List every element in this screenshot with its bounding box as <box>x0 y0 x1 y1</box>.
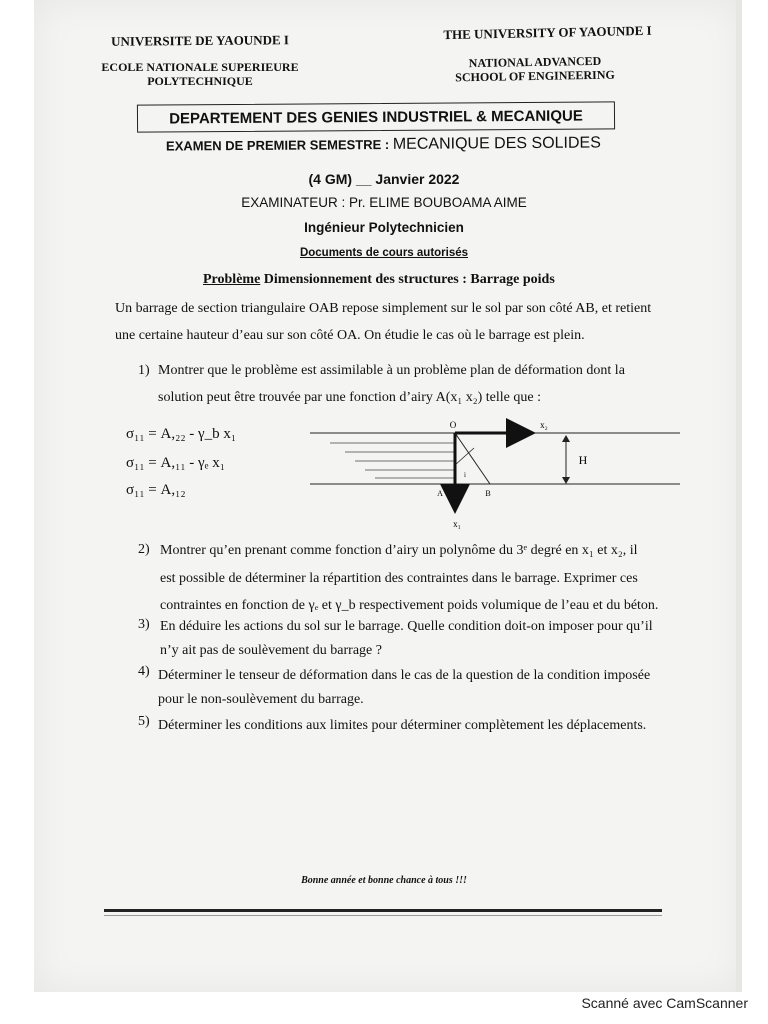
question-2-number: 2) <box>138 542 150 557</box>
question-3-line2: n’y ait pas de soulèvement du barrage ? <box>160 643 382 658</box>
question-2-line3: contraintes en fonction de γₑ et γ_b respectivement poids volumique de l’eau et du béton. <box>160 598 659 613</box>
university-name-en: THE UNIVERSITY OF YAOUNDE I <box>443 22 652 43</box>
camscanner-watermark: Scanné avec CamScanner <box>581 995 748 1011</box>
label-A: A <box>437 489 443 498</box>
question-1-number: 1) <box>138 363 150 378</box>
problem-intro-line2: une certaine hauteur d’eau sur son côté OA. On étudie le cas où le barrage est plein. <box>115 328 585 343</box>
question-5-line1: Déterminer les conditions aux limites pour déterminer complètement les déplacements. <box>158 718 647 733</box>
equation-1: σ₁₁ = A,₂₂ - γ_b x₁ <box>126 426 237 442</box>
question-2-line2: est possible de déterminer la répartition des contraintes dans le barrage. Exprimer ces <box>160 571 638 586</box>
problem-intro-line1: Un barrage de section triangulaire OAB repose simplement sur le sol par son côté AB, et retient <box>115 301 652 316</box>
school-name-fr-line1: ECOLE NATIONALE SUPERIEURE <box>101 60 299 74</box>
question-5-number: 5) <box>138 714 150 729</box>
exam-subject: MECANIQUE DES SOLIDES <box>392 134 601 153</box>
label-i: i <box>464 471 466 479</box>
question-4-line1: Déterminer le tenseur de déformation dans le cas de la question de la condition imposée <box>158 668 651 683</box>
examiner-title: Ingénieur Polytechnicien <box>304 220 464 235</box>
school-name-en-line2: SCHOOL OF ENGINEERING <box>455 67 615 85</box>
problem-title: Dimensionnement des structures : Barrage poids <box>260 272 555 287</box>
school-name-en-line1: NATIONAL ADVANCED <box>468 53 602 71</box>
footer-wish: Bonne année et bonne chance à tous !!! <box>301 875 467 886</box>
equation-3: σ₁₁ = A,₁₂ <box>126 482 186 498</box>
label-x2: x₂ <box>540 420 548 430</box>
exam-prefix: EXAMEN DE PREMIER SEMESTRE : <box>165 136 393 154</box>
label-x1: x₁ <box>453 519 461 529</box>
documents-note: Documents de cours autorisés <box>299 247 469 259</box>
footer-rule <box>104 909 662 912</box>
question-2-line1: Montrer qu’en prenant comme fonction d’airy un polynôme du 3ᵉ degré en x₁ et x₂, il <box>160 543 638 558</box>
question-1-line2: solution peut être trouvée par une fonction d’airy A(x₁ x₂) telle que : <box>158 390 541 405</box>
dam-side-OB <box>455 433 490 484</box>
height-arrow-bottom <box>562 477 570 484</box>
question-3-number: 3) <box>138 617 150 632</box>
label-B: B <box>485 489 491 498</box>
question-1-line1: Montrer que le problème est assimilable à un problème plan de déformation dont la <box>158 363 625 378</box>
label-O: O <box>449 420 457 430</box>
question-4-number: 4) <box>138 664 150 679</box>
height-arrow-top <box>562 435 570 442</box>
department-title: DEPARTEMENT DES GENIES INDUSTRIEL & MECANIQUE <box>169 107 583 128</box>
footer-rule-thin <box>104 915 662 916</box>
school-name-fr-line2: POLYTECHNIQUE <box>147 74 253 88</box>
problem-label: Problème <box>203 272 261 287</box>
question-4-line2: pour le non-soulèvement du barrage. <box>158 692 364 707</box>
class-date: (4 GM) __ Janvier 2022 <box>308 171 460 187</box>
question-3-line1: En déduire les actions du sol sur le barrage. Quelle condition doit-on imposer pour qu’il <box>160 619 653 634</box>
equation-2: σ₁₁ = A,₁₁ - γₑ x₁ <box>126 455 225 471</box>
university-name-fr: UNIVERSITE DE YAOUNDE I <box>111 32 289 49</box>
examiner-text: EXAMINATEUR : Pr. ELIME BOUBOAMA AIME <box>241 195 527 210</box>
label-H: H <box>578 453 588 467</box>
